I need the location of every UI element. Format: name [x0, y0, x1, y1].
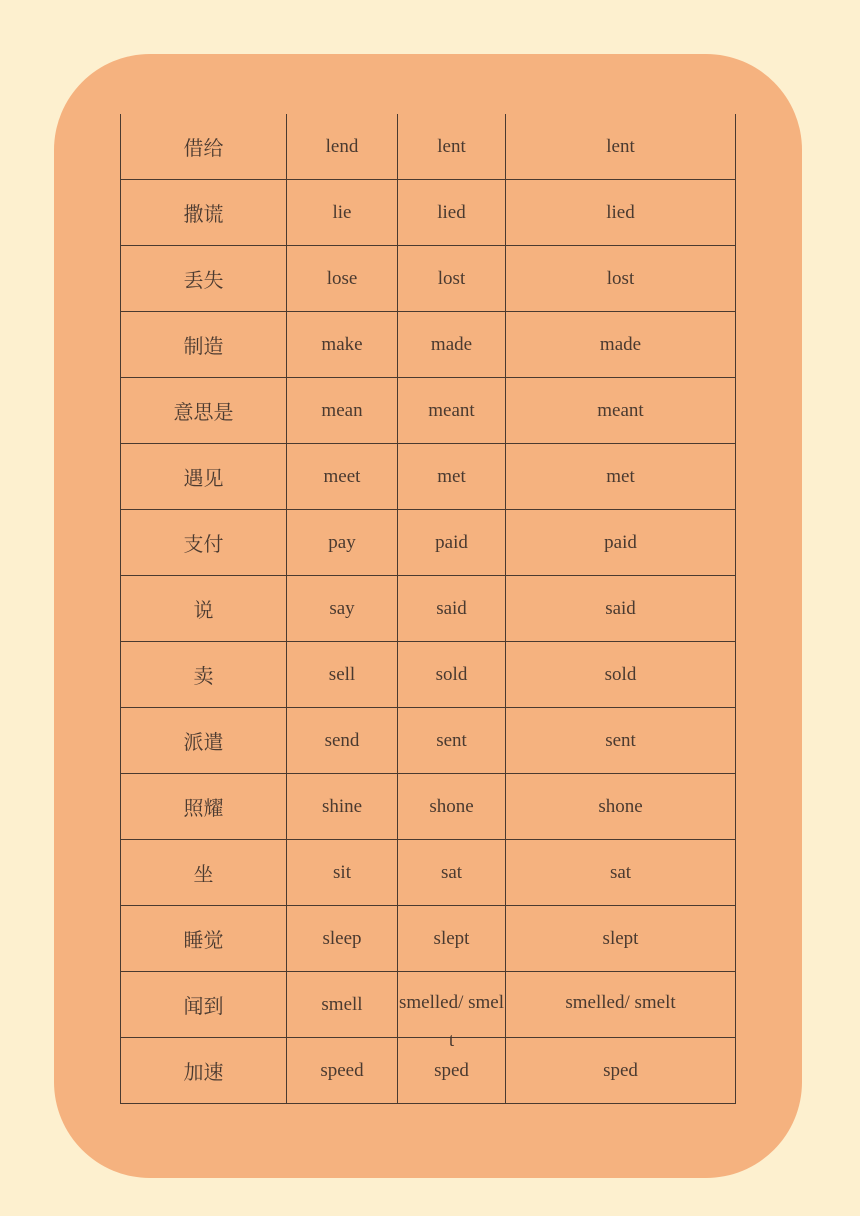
cell-past-participle-text: met	[606, 465, 635, 487]
cell-meaning-text: 支付	[183, 532, 224, 556]
cell-base-form-text: lie	[332, 201, 352, 223]
cell-past-participle	[506, 378, 736, 444]
cell-base-form-text: say	[329, 597, 355, 619]
cell-base-form-text: lend	[325, 135, 359, 157]
cell-past-participle-text: lost	[606, 267, 635, 289]
cell-past-participle	[506, 708, 736, 774]
cell-meaning	[121, 114, 287, 180]
cell-base-form-text: shine	[321, 795, 363, 817]
cell-meaning	[121, 840, 287, 906]
cell-past-tense	[398, 774, 506, 840]
cell-meaning-text: 照耀	[183, 796, 224, 820]
cell-past-tense-text: said	[436, 597, 467, 619]
table-row	[121, 246, 736, 312]
cell-past-tense	[398, 972, 506, 1051]
irregular-verb-table	[120, 114, 736, 1104]
cell-past-participle	[506, 1038, 736, 1104]
cell-past-participle	[506, 906, 736, 972]
cell-meaning	[121, 642, 287, 708]
cell-past-tense	[398, 642, 506, 708]
cell-base-form-text: make	[321, 333, 363, 355]
cell-meaning	[121, 510, 287, 576]
cell-past-tense-text: shone	[429, 795, 474, 817]
cell-past-tense	[398, 114, 506, 180]
table-row	[121, 510, 736, 576]
verb-table-body	[121, 114, 736, 1104]
table-row	[121, 180, 736, 246]
cell-meaning-text: 睡觉	[183, 928, 224, 952]
cell-past-tense	[398, 576, 506, 642]
cell-past-participle-text: meant	[597, 399, 644, 421]
cell-past-participle-text: slept	[602, 927, 639, 949]
cell-base-form	[287, 444, 398, 510]
cell-past-participle-text: sent	[605, 729, 636, 751]
cell-meaning	[121, 378, 287, 444]
cell-base-form-text: sell	[328, 663, 356, 685]
cell-past-tense	[398, 906, 506, 972]
cell-base-form	[287, 246, 398, 312]
cell-meaning	[121, 180, 287, 246]
cell-past-tense-text: paid	[435, 531, 468, 553]
cell-past-participle-text: lied	[606, 201, 635, 223]
cell-meaning	[121, 774, 287, 840]
cell-base-form-text: smell	[321, 993, 363, 1015]
cell-past-participle	[506, 180, 736, 246]
cell-base-form	[287, 180, 398, 246]
table-row	[121, 972, 736, 1038]
cell-past-tense	[398, 180, 506, 246]
table-row	[121, 444, 736, 510]
cell-meaning	[121, 906, 287, 972]
cell-past-tense-text: sold	[435, 663, 468, 685]
cell-past-participle-text: smelled/ smelt	[565, 992, 676, 1013]
cell-past-participle	[506, 444, 736, 510]
table-row	[121, 840, 736, 906]
cell-past-tense	[398, 510, 506, 576]
cell-meaning	[121, 1038, 287, 1104]
cell-past-participle	[506, 510, 736, 576]
table-row	[121, 114, 736, 180]
cell-past-participle	[506, 246, 736, 312]
cell-past-tense-text: meant	[428, 399, 475, 421]
cell-past-tense	[398, 312, 506, 378]
cell-base-form-text: sleep	[322, 927, 362, 949]
cell-meaning-text: 加速	[183, 1060, 224, 1084]
cell-meaning-text: 丢失	[183, 268, 224, 292]
cell-base-form-text: meet	[323, 465, 361, 487]
cell-base-form-text: pay	[328, 531, 356, 553]
table-row	[121, 642, 736, 708]
cell-past-participle-text: said	[605, 597, 636, 619]
cell-base-form-text: send	[324, 729, 360, 751]
cell-past-tense	[398, 246, 506, 312]
table-row	[121, 906, 736, 972]
cell-past-tense-text: lied	[437, 201, 466, 223]
cell-meaning-text: 派遣	[183, 730, 224, 754]
cell-meaning-text: 坐	[193, 862, 214, 886]
cell-past-participle-text: sped	[603, 1059, 638, 1081]
cell-base-form	[287, 378, 398, 444]
cell-past-participle	[506, 312, 736, 378]
cell-base-form-text: mean	[321, 399, 363, 421]
cell-meaning	[121, 444, 287, 510]
cell-base-form-text: sit	[333, 861, 351, 883]
cell-base-form	[287, 312, 398, 378]
cell-past-tense-text: sent	[436, 729, 467, 751]
cell-past-participle	[506, 972, 736, 1038]
cell-meaning	[121, 972, 287, 1038]
cell-meaning-text: 闻到	[183, 994, 224, 1018]
cell-past-tense-text: smelled/ smelt	[398, 992, 504, 1051]
cell-past-participle-text: paid	[604, 531, 637, 553]
cell-past-tense	[398, 444, 506, 510]
cell-past-participle-text: lent	[606, 135, 635, 157]
cell-past-tense-text: lent	[437, 135, 466, 157]
cell-past-participle	[506, 114, 736, 180]
cell-meaning-text: 说	[193, 598, 214, 622]
cell-meaning-text: 制造	[183, 334, 224, 358]
cell-past-participle	[506, 774, 736, 840]
cell-meaning	[121, 246, 287, 312]
table-row	[121, 774, 736, 840]
cell-past-tense-text: lost	[437, 267, 466, 289]
cell-past-participle-text: sold	[604, 663, 637, 685]
cell-base-form	[287, 708, 398, 774]
cell-base-form	[287, 642, 398, 708]
cell-base-form-text: speed	[320, 1059, 364, 1081]
cell-past-participle	[506, 576, 736, 642]
table-row	[121, 576, 736, 642]
table-row	[121, 312, 736, 378]
cell-base-form	[287, 576, 398, 642]
cell-meaning-text: 卖	[193, 664, 214, 688]
cell-meaning	[121, 312, 287, 378]
cell-base-form	[287, 114, 398, 180]
cell-base-form-text: lose	[326, 267, 358, 289]
cell-past-tense-text: slept	[433, 927, 470, 949]
cell-meaning-text: 撒谎	[183, 202, 224, 226]
table-row	[121, 378, 736, 444]
cell-base-form	[287, 1038, 398, 1104]
cell-meaning-text: 遇见	[183, 466, 224, 490]
cell-past-tense	[398, 840, 506, 906]
cell-past-tense-text: met	[437, 465, 466, 487]
cell-past-tense-text: sped	[434, 1059, 469, 1081]
table-row	[121, 708, 736, 774]
cell-past-tense	[398, 378, 506, 444]
cell-meaning	[121, 708, 287, 774]
cell-meaning-text: 意思是	[173, 400, 234, 424]
cell-past-tense-text: made	[430, 333, 473, 355]
cell-past-participle-text: made	[599, 333, 642, 355]
cell-past-tense	[398, 708, 506, 774]
cell-base-form	[287, 510, 398, 576]
cell-past-participle	[506, 642, 736, 708]
cell-base-form	[287, 906, 398, 972]
cell-meaning-text: 借给	[183, 136, 224, 160]
cell-past-participle	[506, 840, 736, 906]
cell-past-tense-text: sat	[440, 861, 463, 883]
cell-base-form	[287, 774, 398, 840]
cell-past-participle-text: shone	[598, 795, 643, 817]
cell-meaning	[121, 576, 287, 642]
cell-past-participle-text: sat	[609, 861, 632, 883]
cell-base-form	[287, 972, 398, 1038]
cell-base-form	[287, 840, 398, 906]
